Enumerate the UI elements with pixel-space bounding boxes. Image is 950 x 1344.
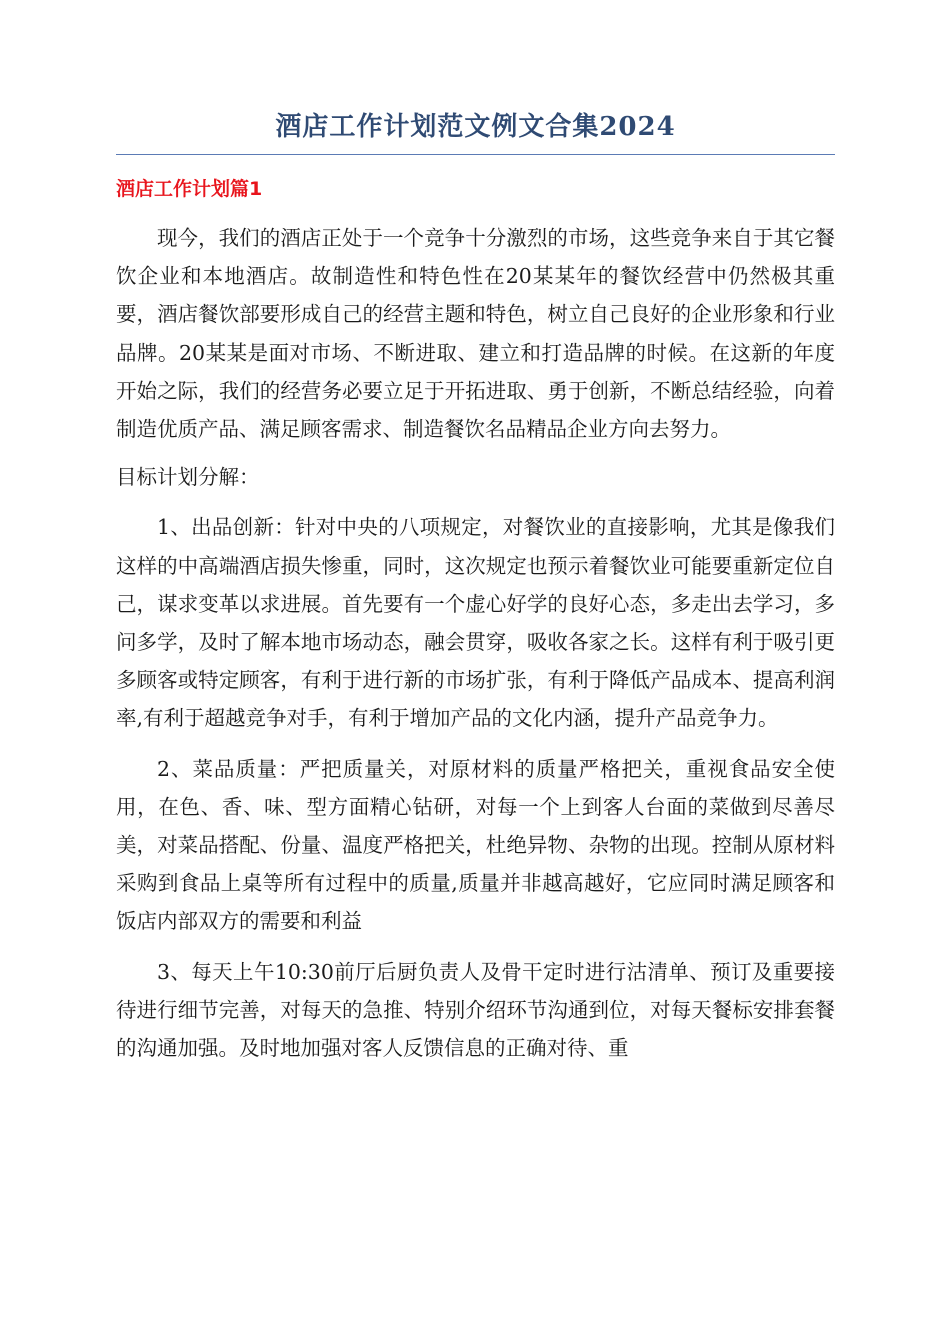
- item-3-paragraph: 3、每天上午10:30前厅后厨负责人及骨干定时进行沽清单、预订及重要接待进行细节完善，对每天的急推、特别介绍环节沟通到位，对每天餐标安排套餐的沟通加强。及时地加强对客人反馈信息的正确对待、重: [116, 959, 835, 1061]
- document-title: 酒店工作计划范文例文合集2024: [116, 108, 835, 155]
- intro-paragraph: 现今，我们的酒店正处于一个竞争十分激烈的市场，这些竞争来自于其它餐饮企业和本地酒店。故制造性和特色性在20某某年的餐饮经营中仍然极其重要，酒店餐饮部要形成自己的经营主题和特色，树立自己良好的企业形象和行业品牌。20某某是面对市场、不断进取、建立和打造品牌的时候。在这新的年度开始之际，我们的经营务必要立足于开拓进取、勇于创新，不断总结经验，向着制造优质产品、满足顾客需求、制造餐饮名品精品企业方向去努力。: [116, 226, 835, 442]
- item-2-paragraph: 2、菜品质量：严把质量关，对原材料的质量严格把关，重视食品安全使用，在色、香、味、型方面精心钻研，对每一个上到客人台面的菜做到尽善尽美，对菜品搭配、份量、温度严格把关，杜绝异物、杂物的出现。控制从原材料采购到食品上桌等所有过程中的质量,质量并非越高越好，它应同时满足顾客和饭店内部双方的需要和利益: [116, 756, 835, 934]
- document-page: [116, 108, 835, 1067]
- section-heading: 酒店工作计划篇1: [116, 178, 263, 200]
- goal-label: 目标计划分解：: [116, 465, 260, 490]
- item-1-paragraph: 1、出品创新：针对中央的八项规定，对餐饮业的直接影响，尤其是像我们这样的中高端酒店损失惨重，同时，这次规定也预示着餐饮业可能要重新定位自己，谋求变革以求进展。首先要有一个虚心好学的良好心态，多走出去学习，多问多学，及时了解本地市场动态，融会贯穿，吸收各家之长。这样有利于吸引更多顾客或特定顾客，有利于进行新的市场扩张，有利于降低产品成本、提高利润率,有利于超越竞争对手，有利于增加产品的文化内涵，提升产品竞争力。: [116, 515, 835, 731]
